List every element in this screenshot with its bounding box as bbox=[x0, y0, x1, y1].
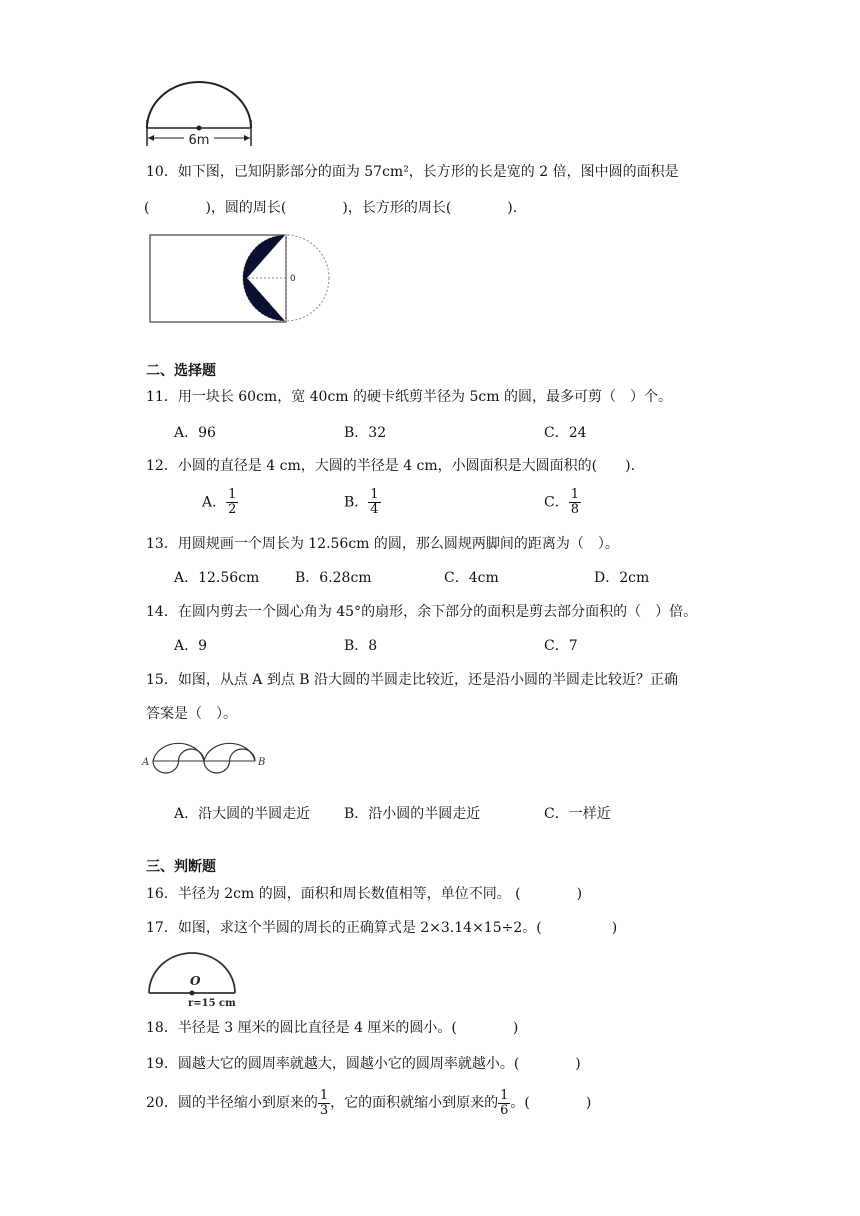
point-a-label: A bbox=[142, 757, 150, 768]
q17-text: 17．如图，求这个半圆的周长的正确算式是 2×3.14×15÷2。( ) bbox=[146, 920, 618, 936]
point-b-label: B bbox=[258, 757, 266, 768]
q18-text: 18．半径是 3 厘米的圆比直径是 4 厘米的圆小。( ) bbox=[146, 1020, 519, 1036]
q14-option-b: B．8 bbox=[344, 638, 378, 654]
rectangle-circle-figure bbox=[148, 232, 338, 328]
q15-option-c: C．一样近 bbox=[544, 806, 611, 822]
fraction-one-sixth: $\frac{1}{6}$ bbox=[500, 1087, 509, 1118]
semicircle-label: 6m bbox=[188, 133, 210, 148]
q13-option-d: D．2cm bbox=[594, 570, 650, 586]
center-o-label: O bbox=[190, 974, 201, 988]
q14-option-a: A．9 bbox=[174, 638, 208, 654]
q12-option-b: B． $\frac{1}{4}$ bbox=[344, 487, 379, 517]
q12-option-a: A． $\frac{1}{2}$ bbox=[202, 487, 237, 517]
q15-line1: 15．如图，从点 A 到点 B 沿大圆的半圆走比较近，还是沿小圆的半圆走比较近？正确 bbox=[146, 672, 679, 688]
q12-text: 12．小圆的直径是 4 cm，大圆的半径是 4 cm，小圆面积是大圆面积的( )． bbox=[146, 458, 645, 474]
section-2-title: 二、选择题 bbox=[146, 363, 216, 379]
q13-option-c: C．4cm bbox=[444, 570, 499, 586]
q20-text: 20．圆的半径缩小到原来的 $\frac{1}{3}$ ，它的面积就缩小到原来的 $\frac{1}{6}$ 。( ) bbox=[146, 1087, 592, 1118]
q15-option-b: B．沿小圆的半圆走近 bbox=[344, 806, 481, 822]
q12-option-c: C． $\frac{1}{8}$ bbox=[544, 487, 579, 517]
q15-option-a: A．沿大圆的半圆走近 bbox=[174, 806, 311, 822]
q13-option-a: A．12.56cm bbox=[174, 570, 260, 586]
q11-text: 11．用一块长 60cm，宽 40cm 的硬卡纸剪半径为 5cm 的圆，最多可剪（ ）个。 bbox=[146, 389, 672, 405]
q13-option-b: B．6.28cm bbox=[295, 570, 372, 586]
q16-text: 16．半径为 2cm 的圆，面积和周长数值相等，单位不同。 ( ) bbox=[146, 886, 583, 902]
fraction-one-third: $\frac{1}{3}$ bbox=[319, 1087, 329, 1118]
semicircle-path-figure bbox=[140, 734, 270, 784]
semicircle-6m-figure bbox=[140, 80, 260, 150]
q11-option-b: B．32 bbox=[344, 425, 387, 441]
q10-line1: 10．如下图，已知阴影部分的面为 57cm²，长方形的长是宽的 2 倍，图中圆的面积是 bbox=[146, 164, 679, 180]
q14-option-c: C．7 bbox=[544, 638, 578, 654]
radius-label: r=15 cm bbox=[188, 998, 236, 1008]
q14-text: 14．在圆内剪去一个圆心角为 45°的扇形，余下部分的面积是剪去部分面积的（ ）倍。 bbox=[146, 604, 698, 620]
q11-option-a: A．96 bbox=[174, 425, 216, 441]
q11-option-c: C．24 bbox=[544, 425, 587, 441]
q15-line2: 答案是（ ）。 bbox=[146, 706, 237, 722]
semicircle-r15-figure bbox=[146, 948, 238, 1008]
center-label: 0 bbox=[290, 274, 296, 284]
q13-text: 13．用圆规画一个周长为 12.56cm 的圆，那么圆规两脚间的距离为（ ）。 bbox=[146, 536, 619, 552]
q19-text: 19．圆越大它的圆周率就越大，圆越小它的圆周率就越小。( ) bbox=[146, 1056, 581, 1072]
q10-line2: ( )，圆的周长( )，长方形的周长( )． bbox=[144, 200, 527, 216]
section-3-title: 三、判断题 bbox=[146, 859, 216, 875]
